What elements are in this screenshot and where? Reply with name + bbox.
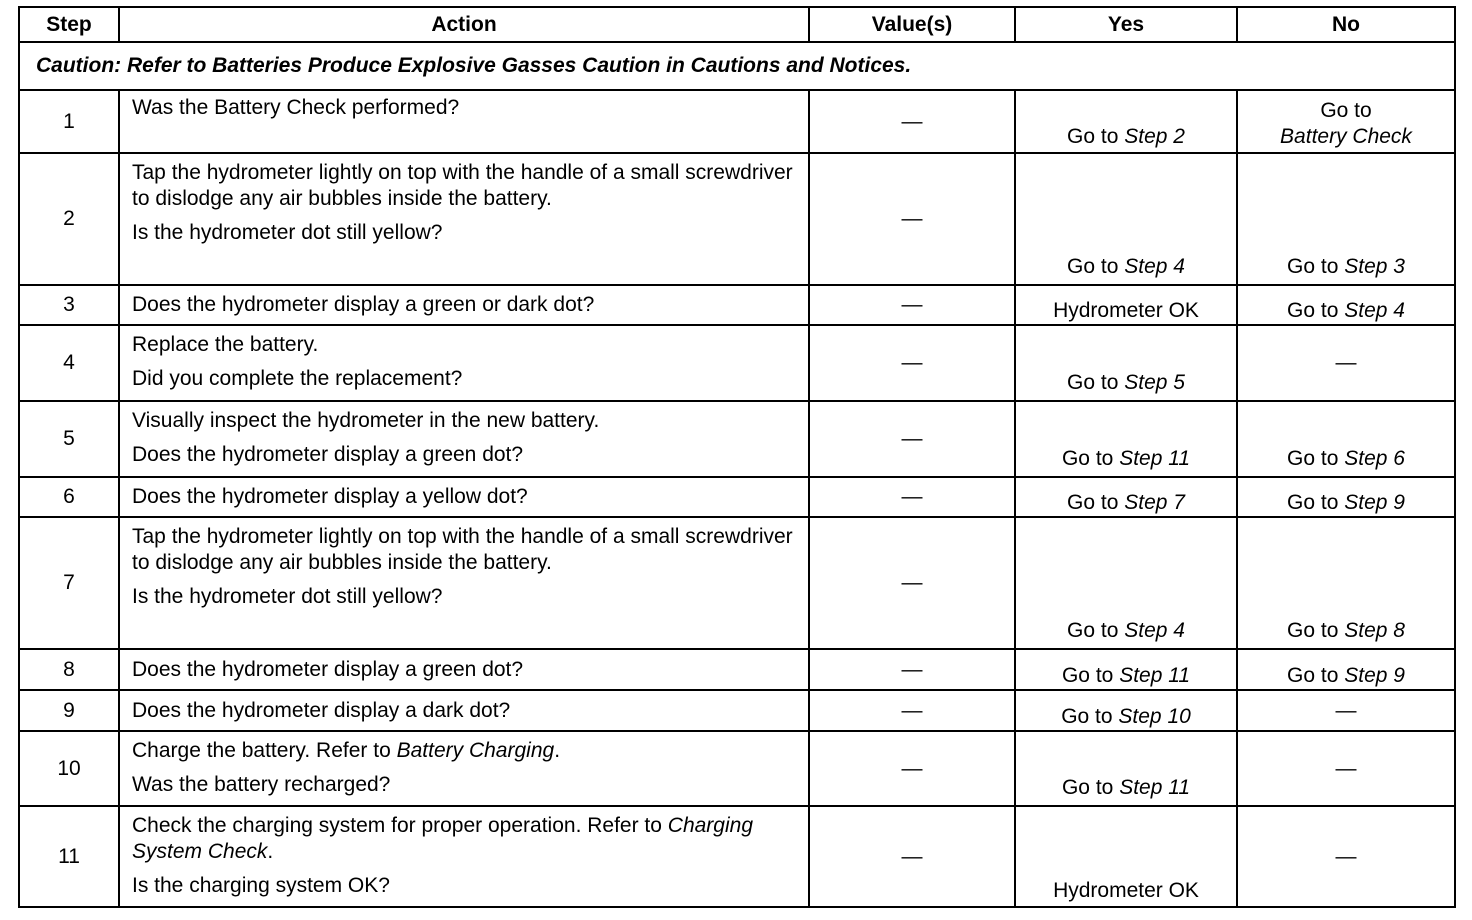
table-row [19,649,1455,690]
yes-prefix: Hydrometer OK [1053,879,1199,902]
yes-cell [1015,90,1237,153]
no-prefix: Go to [1287,619,1339,642]
yes-cell [1015,401,1237,477]
yes-prefix: Go to [1067,255,1119,278]
no-cell [1237,690,1455,731]
action-reference: Charging System Check [132,814,754,863]
table-row [19,285,1455,325]
no-prefix: Go to [1287,491,1339,514]
no-dash: — [1335,351,1357,374]
step-number: 4 [19,325,119,401]
caution-text: Caution: Refer to Batteries Produce Explosive Gasses Caution in Cautions and Notices. [19,42,1455,90]
step-number: 3 [19,285,119,325]
value-cell: — [809,90,1015,153]
action-text [132,813,800,865]
table-row [19,153,1455,285]
yes-cell [1015,285,1237,325]
step-number: 9 [19,690,119,731]
yes-reference: Step 11 [1119,664,1191,687]
yes-cell [1015,649,1237,690]
yes-reference: Step 4 [1124,255,1185,278]
action-cell [119,153,809,285]
value-cell: — [809,731,1015,806]
action-text-post: . [554,739,561,762]
action-cell [119,806,809,907]
value-cell: — [809,401,1015,477]
yes-reference: Step 11 [1119,776,1191,799]
yes-prefix: Go to [1067,371,1119,394]
no-cell [1237,517,1455,649]
no-reference: Step 9 [1344,664,1405,687]
no-cell [1237,477,1455,517]
yes-reference: Step 2 [1124,125,1185,148]
table-row [19,517,1455,649]
action-text: Does the hydrometer display a green dot? [132,657,524,681]
no-prefix: Go to [1287,299,1339,322]
yes-prefix: Hydrometer OK [1053,299,1199,322]
yes-prefix: Go to [1067,491,1119,514]
header-row [19,7,1455,42]
header-yes: Yes [1015,7,1237,42]
value-cell: — [809,649,1015,690]
value-cell: — [809,285,1015,325]
yes-cell [1015,731,1237,806]
table-row [19,806,1455,907]
step-number: 5 [19,401,119,477]
action-text: Replace the battery. [132,333,319,356]
action-cell [119,690,809,731]
action-cell [119,285,809,325]
action-cell [119,401,809,477]
no-reference: Battery Check [1280,125,1412,148]
header-values: Value(s) [809,7,1015,42]
action-cell [119,90,809,153]
yes-prefix: Go to [1061,447,1114,470]
action-question: Was the battery recharged? [132,773,391,796]
no-dash: — [1335,844,1357,868]
action-question: Did you complete the replacement? [132,367,463,390]
value-cell: — [809,690,1015,731]
step-number: 11 [19,806,119,907]
yes-prefix: Go to [1061,776,1114,799]
yes-cell [1015,690,1237,731]
action-text: Was the Battery Check performed? [132,96,460,119]
value-cell: — [809,477,1015,517]
yes-prefix: Go to [1067,619,1119,642]
table-row [19,401,1455,477]
no-cell [1237,401,1455,477]
no-cell [1237,731,1455,806]
action-cell [119,649,809,690]
no-cell [1237,153,1455,285]
yes-cell [1015,517,1237,649]
yes-reference: Step 7 [1124,491,1185,514]
header-step: Step [19,7,119,42]
no-prefix: Go to [1287,255,1339,278]
action-cell [119,325,809,401]
table-row [19,325,1455,401]
step-number: 7 [19,517,119,649]
yes-prefix: Go to [1067,125,1119,148]
action-text-pre: Charge the battery. Refer to [132,739,397,762]
yes-cell [1015,806,1237,907]
step-number: 1 [19,90,119,153]
no-cell [1237,649,1455,690]
yes-prefix: Go to [1061,705,1113,728]
step-number: 6 [19,477,119,517]
action-text-post: . [267,840,274,863]
no-cell [1237,285,1455,325]
yes-cell [1015,153,1237,285]
no-reference: Step 9 [1344,491,1405,514]
action-cell [119,517,809,649]
step-number: 2 [19,153,119,285]
action-question: Is the hydrometer dot still yellow? [132,221,443,244]
caution-row [19,42,1455,90]
step-number: 10 [19,731,119,806]
value-cell: — [809,517,1015,649]
value-cell: — [809,325,1015,401]
no-prefix: Go to [1287,664,1339,687]
action-text: Does the hydrometer display a dark dot? [132,698,511,722]
action-cell [119,731,809,806]
no-cell [1237,90,1455,153]
no-dash: — [1335,698,1357,722]
no-cell [1237,325,1455,401]
yes-reference: Step 5 [1124,371,1185,394]
action-text-pre: Check the charging system for proper operation. Refer to [132,814,668,837]
action-cell [119,477,809,517]
value-cell: — [809,806,1015,907]
table-row [19,731,1455,806]
header-action: Action [119,7,809,42]
value-cell: — [809,153,1015,285]
action-question: Is the charging system OK? [132,874,390,897]
no-reference: Step 3 [1344,255,1405,278]
no-prefix: Go to [1320,99,1372,122]
action-text: Tap the hydrometer lightly on top with the handle of a small screwdriver to dislodge any air bubbles inside the battery. [132,525,793,574]
table-row [19,90,1455,153]
no-prefix: Go to [1287,447,1339,470]
diagnostic-table [18,6,1456,908]
action-text: Does the hydrometer display a yellow dot? [132,485,528,508]
action-text [132,738,800,764]
table-row [19,477,1455,517]
action-text: Visually inspect the hydrometer in the new battery. [132,409,600,432]
action-reference: Battery Charging [396,739,555,762]
no-dash: — [1335,756,1357,780]
action-question: Is the hydrometer dot still yellow? [132,585,443,608]
action-text: Does the hydrometer display a green or dark dot? [132,293,595,316]
action-text: Tap the hydrometer lightly on top with the handle of a small screwdriver to dislodge any air bubbles inside the battery. [132,161,793,210]
yes-reference: Step 10 [1118,705,1191,728]
no-reference: Step 8 [1344,619,1405,642]
table-row [19,690,1455,731]
action-question: Does the hydrometer display a green dot? [132,443,524,466]
yes-cell [1015,325,1237,401]
no-reference: Step 6 [1344,447,1405,470]
yes-reference: Step 11 [1119,447,1191,470]
step-number: 8 [19,649,119,690]
no-reference: Step 4 [1344,299,1405,322]
yes-prefix: Go to [1061,664,1114,687]
yes-reference: Step 4 [1124,619,1185,642]
yes-cell [1015,477,1237,517]
no-cell [1237,806,1455,907]
header-no: No [1237,7,1455,42]
